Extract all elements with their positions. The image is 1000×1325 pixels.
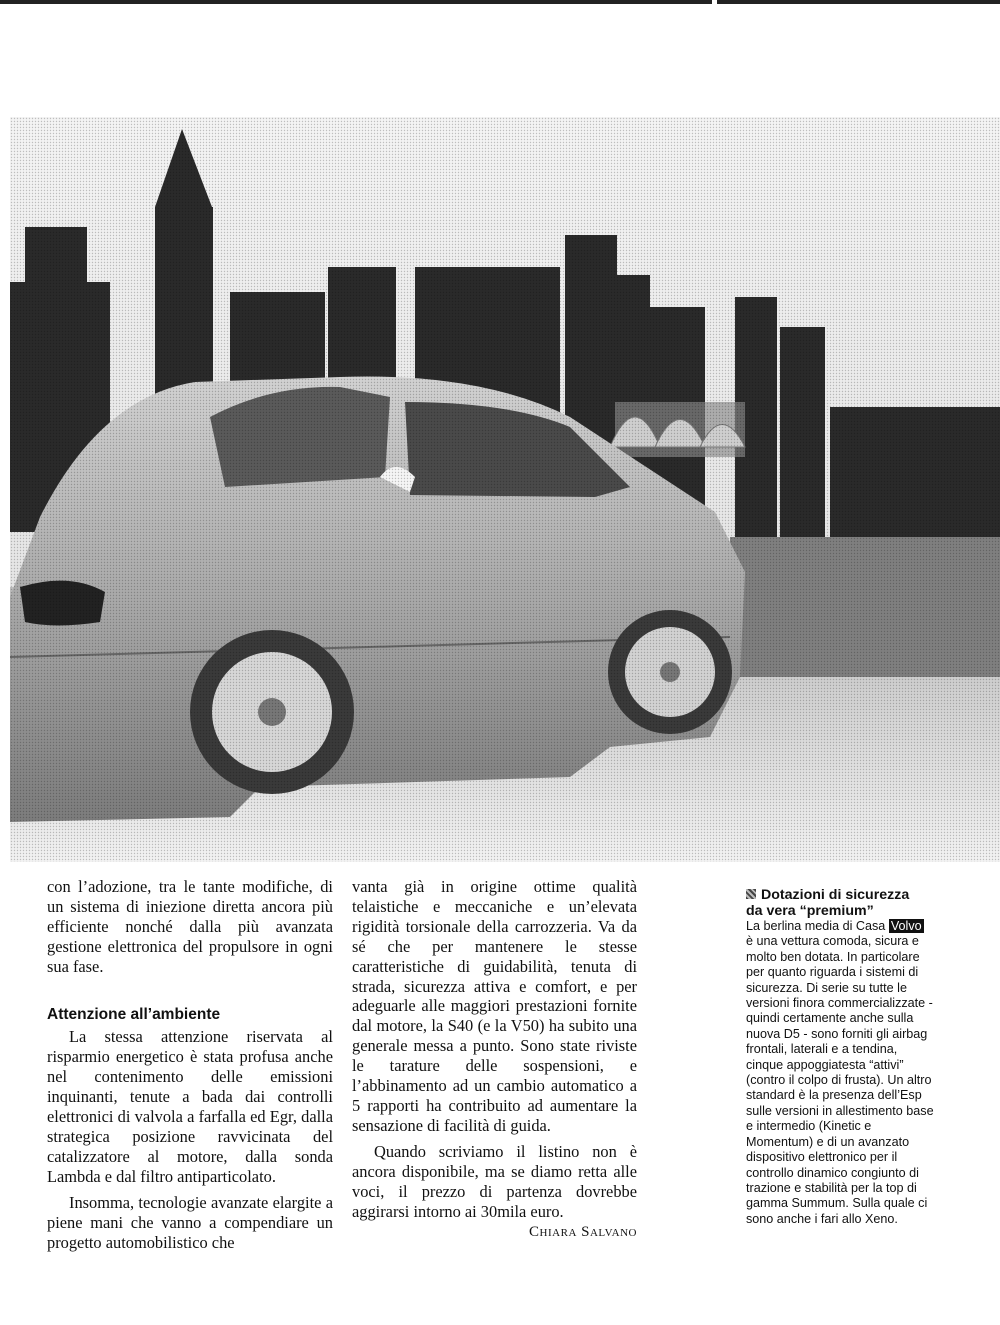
article-column-2 bbox=[352, 877, 637, 1243]
sidebar-text-rest: è una vettura comoda, sicura e molto ben dotata. In particolare per quanto riguarda i sistemi di sicurezza. Di serie su tutte le versioni finora commercializzate - quindi certamente anche sulla nuova D5 - sono forniti gli airbag frontali, laterali e a tendina, cinque appoggiatesta “attivi” (contro il colpo di frusta). Un altro standard è la presenza dell’Esp sulle versioni in allestimento base e intermedio (Kinetic e Momentum) e di un avanzato dispositivo elettronico per il controllo dinamico congiunto di trazione e stabilità per la top di gamma Summum. Sulla quale ci sono anche i fari allo Xeno. bbox=[746, 934, 934, 1226]
safety-sidebar bbox=[746, 887, 934, 1227]
subheading-environment: Attenzione all’ambiente bbox=[47, 1005, 221, 1023]
author-byline: Chiara Salvano bbox=[529, 1224, 637, 1241]
column2-paragraph-1: vanta già in origine ottime qualità telaistiche e meccaniche e un’elevata rigidità torsionale della carrozzeria. Va da sé che per mantenere le stesse caratteristiche di guidabilità, tenuta di strada, sicurezza attiva e comfort, e per adeguarle alle maggiori prestazioni fornite dal motore, la S40 (e la V50) ha subito una generale messa a punto. Sono state riviste le tarature delle sospensioni, e l’abbinamento ad un cambio automatico a 5 rapporti ha contribuito ad aumentare la sensazione di facilità di guida. bbox=[352, 877, 637, 1135]
article-column-1 bbox=[47, 877, 333, 1252]
brand-highlight: Volvo bbox=[890, 919, 922, 933]
sidebar-title bbox=[746, 887, 934, 919]
bullet-square-icon bbox=[746, 889, 756, 899]
column1-paragraph-3: Insomma, tecnologie avanzate elargite a piene mani che vanno a compendiare un progetto automobilistico che bbox=[47, 1192, 333, 1252]
car-photo bbox=[10, 117, 1000, 862]
column1-paragraph-2: La stessa attenzione riservata al risparmio energetico è stata profusa anche nel contenimento delle emissioni inquinanti, tenute a bada dai controlli elettronici di valvola a farfalla ed Egr, dalla strategica posizione ravvicinata del catalizzatore al motore, dalla sonda Lambda e dal filtro antiparticolato. bbox=[47, 1027, 333, 1186]
top-rule-gap bbox=[712, 0, 717, 4]
column2-paragraph-2: Quando scriviamo il listino non è ancora disponibile, ma se diamo retta alle voci, il prezzo di partenza dovrebbe aggirarsi intorno ai 30mila euro. bbox=[352, 1141, 637, 1221]
column1-paragraph-1: con l’adozione, tra le tante modifiche, di un sistema di iniezione diretta ancora più efficiente nonché dalla più avanzata gestione elettronica del propulsore in ogni sua fase. bbox=[47, 877, 333, 976]
sidebar-text-start: La berlina media di Casa bbox=[746, 919, 889, 933]
sidebar-body bbox=[746, 919, 934, 1227]
sidebar-title-line-1: Dotazioni di sicurezza bbox=[761, 887, 910, 903]
sidebar-title-line-2: da vera “premium” bbox=[746, 903, 874, 919]
top-rule bbox=[0, 0, 1000, 4]
